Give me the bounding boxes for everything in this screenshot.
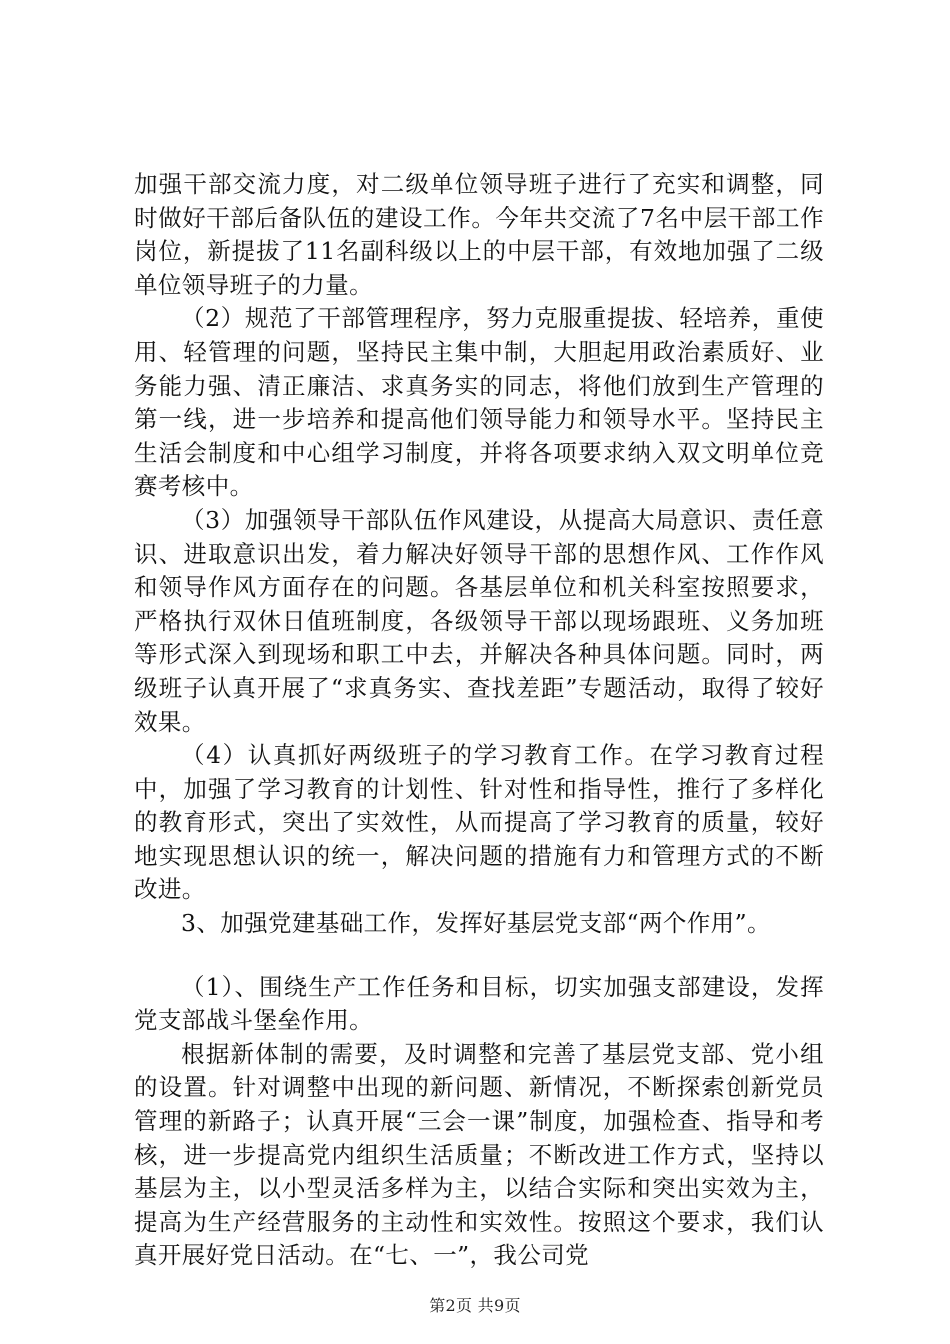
paragraph-work-style: （3）加强领导干部队伍作风建设，从提高大局意识、责任意识、进取意识出发，着力解决好领导干部的思想作风、工作作风和领导作风方面存在的问题。各基层单位和机关科室按照要求，严格执行双休日值班制度，各级领导干部以现场跟班、义务加班等形式深入到现场和职工中去，并解决各种具体问题。同时，两级班子认真开展了“求真务实、查找差距”专题活动，取得了较好效果。 (134, 505, 824, 736)
section-heading-party-building: 3、加强党建基础工作，发挥好基层党支部“两个作用”。 (181, 909, 771, 938)
paragraph-new-system: 根据新体制的需要，及时调整和完善了基层党支部、党小组的设置。针对调整中出现的新问题、新情况，不断探索创新党员管理的新路子；认真开展“三会一课”制度，加强检查、指导和考核，进一步提高党内组织生活质量；不断改进工作方式，坚持以基层为主，以小型灵活多样为主，以结合实际和突出实效为主，提高为生产经营服务的主动性和实效性。按照这个要求，我们认真开展好党日活动。在“七、一”，我公司党 (134, 1039, 824, 1270)
paragraph-cadre-management: （2）规范了干部管理程序，努力克服重提拔、轻培养，重使用、轻管理的问题，坚持民主集中制，大胆起用政治素质好、业务能力强、清正廉洁、求真务实的同志，将他们放到生产管理的第一线，进一步培养和提高他们领导能力和领导水平。坚持民主生活会制度和中心组学习制度，并将各项要求纳入双文明单位竞赛考核中。 (134, 304, 824, 501)
document-body (134, 168, 824, 1273)
paragraph-study-education: （4）认真抓好两级班子的学习教育工作。在学习教育过程中，加强了学习教育的计划性、针对性和指导性，推行了多样化的教育形式，突出了实效性，从而提高了学习教育的质量，较好地实现思想认识的统一，解决问题的措施有力和管理方式的不断改进。 (134, 741, 824, 904)
paragraph-cadre-exchange: 加强干部交流力度，对二级单位领导班子进行了充实和调整，同时做好干部后备队伍的建设工作。今年共交流了7名中层干部工作岗位，新提拔了11名副科级以上的中层干部，有效地加强了二级单位领导班子的力量。 (134, 170, 824, 299)
subsection-heading-branch-building: （1）、围绕生产工作任务和目标，切实加强支部建设，发挥党支部战斗堡垒作用。 (134, 972, 824, 1035)
page-footer: 第2页 共9页 (429, 1296, 521, 1315)
